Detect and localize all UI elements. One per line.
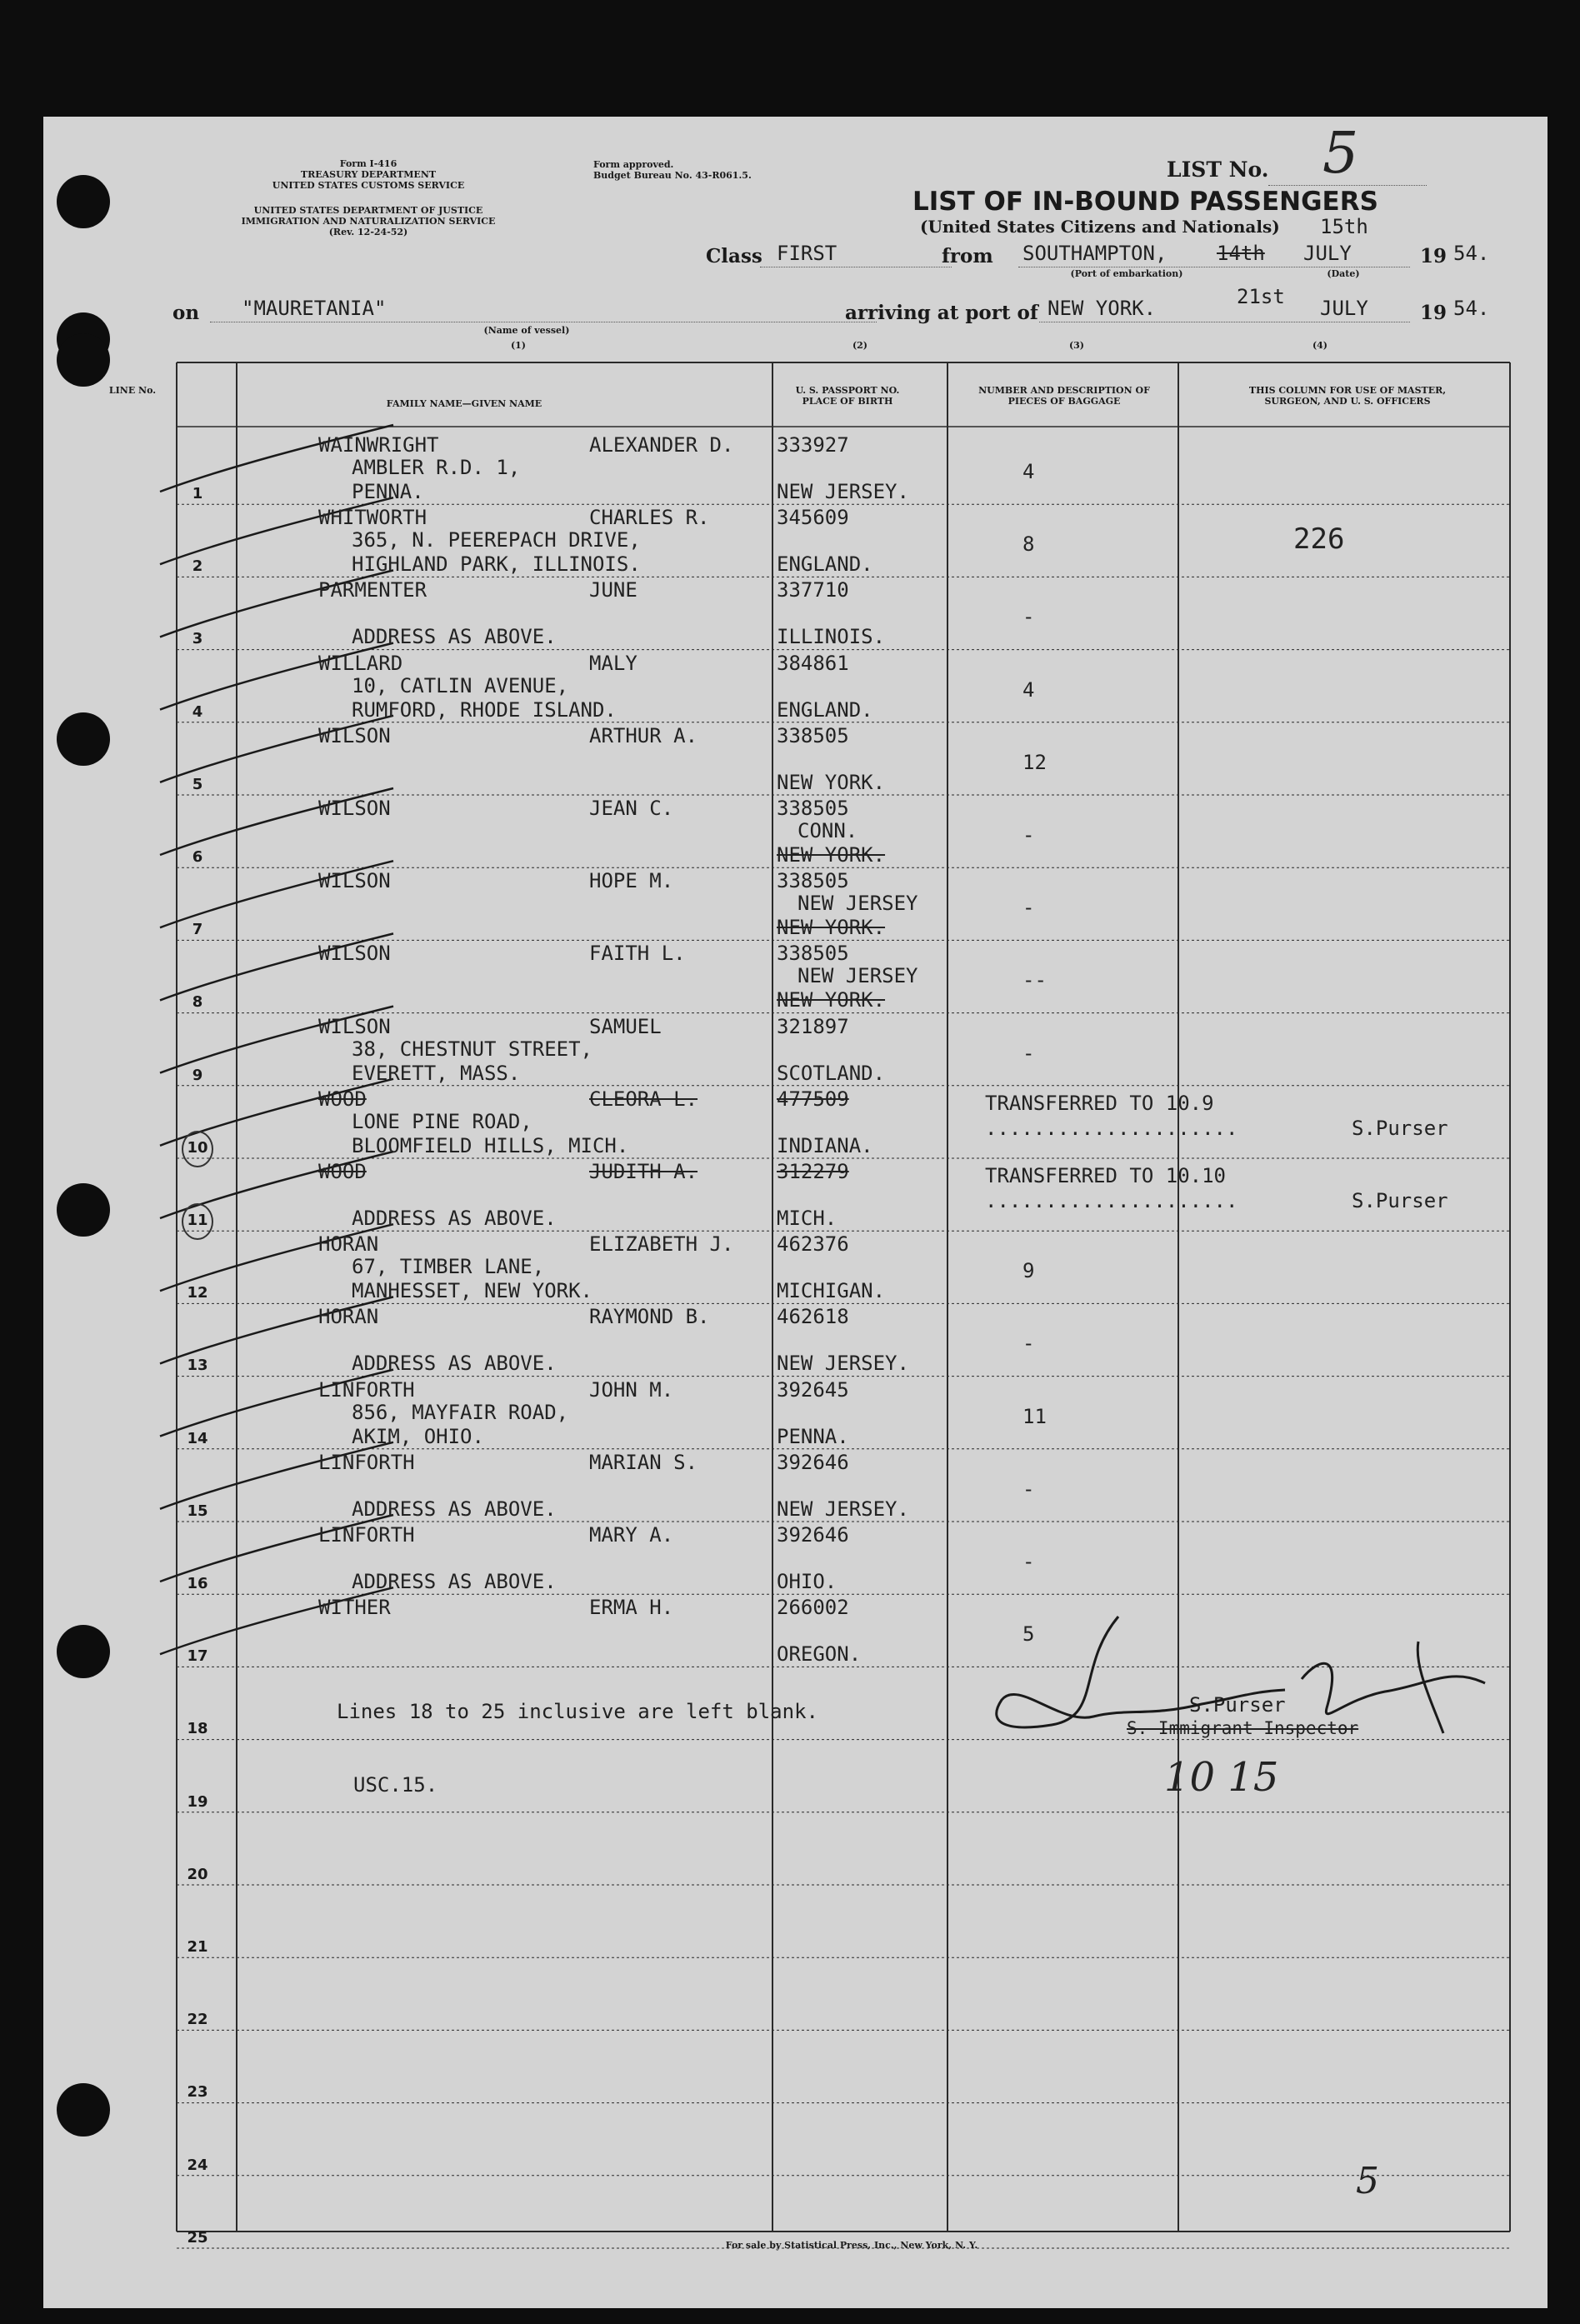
baggage-count: 4 xyxy=(1022,460,1035,483)
signoff-inspector: S. Immigrant Inspector xyxy=(1127,1718,1359,1738)
header-passport: U. S. PASSPORT NO. PLACE OF BIRTH xyxy=(795,385,900,407)
arrival-year-prefix: 19 xyxy=(1420,302,1448,324)
transfer-note: TRANSFERRED TO 10.10 xyxy=(985,1164,1226,1187)
place-of-birth: NEW YORK. xyxy=(777,770,886,794)
line-number: 11 xyxy=(187,1212,208,1229)
form-subtitle: (United States Citizens and Nationals) xyxy=(920,217,1280,237)
place-of-birth: INDIANA. xyxy=(777,1133,873,1157)
vessel-name: "MAURETANIA" xyxy=(242,297,387,320)
place-of-birth: MICH. xyxy=(777,1207,838,1230)
family-name: HORAN xyxy=(318,1305,379,1329)
col3-caption: (3) xyxy=(1068,340,1085,351)
address-line-2: ADDRESS AS ABOVE. xyxy=(352,1207,557,1230)
passport-number: 333927 xyxy=(777,433,849,457)
arrival-year: 54. xyxy=(1453,297,1490,320)
baggage-count: 9 xyxy=(1022,1259,1035,1283)
given-name: JUNE xyxy=(589,578,638,602)
passport-number: 392646 xyxy=(777,1450,849,1474)
given-name: MARY A. xyxy=(589,1523,674,1547)
family-name: WILLARD xyxy=(318,651,403,675)
baggage-count: - xyxy=(1022,605,1035,629)
place-of-birth: NEW YORK. xyxy=(777,988,886,1012)
given-name: JEAN C. xyxy=(589,797,674,820)
address-line-1: 856, MAYFAIR ROAD, xyxy=(352,1400,569,1424)
col2-caption: (2) xyxy=(852,340,868,351)
passport-number: 337710 xyxy=(777,578,849,602)
line-number: 23 xyxy=(187,2083,208,2102)
list-no-label: LIST No. xyxy=(1167,157,1269,182)
baggage-count: 12 xyxy=(1022,750,1047,774)
punch-hole xyxy=(57,2083,110,2137)
place-of-birth: NEW YORK. xyxy=(777,843,886,867)
address-line-1: LONE PINE ROAD, xyxy=(352,1109,532,1133)
form-sheet xyxy=(43,117,1548,2308)
header-officers: THIS COLUMN FOR USE OF MASTER, SURGEON, AND U. S. OFFICERS xyxy=(1248,385,1447,407)
address-line-2: ADDRESS AS ABOVE. xyxy=(352,625,557,649)
address-line-2: AKIM, OHIO. xyxy=(352,1424,484,1448)
family-name: LINFORTH xyxy=(318,1523,415,1547)
dept-treasury: TREASURY DEPARTMENT xyxy=(300,169,437,180)
place-of-birth: ENGLAND. xyxy=(777,697,873,722)
dept-justice: UNITED STATES DEPARTMENT OF JUSTICE xyxy=(253,205,483,216)
family-name: WILSON xyxy=(318,1014,391,1038)
dept-immigration: IMMIGRATION AND NATURALIZATION SERVICE xyxy=(241,216,496,227)
arrival-port: NEW YORK. xyxy=(1048,297,1157,320)
passport-number: 321897 xyxy=(777,1014,849,1038)
given-name: MALY xyxy=(589,651,638,675)
address-line-2: ADDRESS AS ABOVE. xyxy=(352,1352,557,1376)
address-line-1: 365, N. PEEREPACH DRIVE, xyxy=(352,528,641,552)
baggage-count: 8 xyxy=(1022,532,1035,557)
embark-year-prefix: 19 xyxy=(1420,245,1448,267)
address-line-2: ADDRESS AS ABOVE. xyxy=(352,1497,557,1521)
baggage-count: - xyxy=(1022,823,1035,847)
line-number: 18 xyxy=(187,1720,208,1738)
birthplace-corrected: CONN. xyxy=(798,819,858,842)
given-name: ERMA H. xyxy=(589,1596,674,1620)
baggage-count: - xyxy=(1022,1550,1035,1573)
embark-day: 15th xyxy=(1320,215,1368,238)
line-number: 9 xyxy=(192,1066,203,1084)
address-line-2: PENNA. xyxy=(352,480,424,503)
baggage-count: 5 xyxy=(1022,1622,1035,1647)
header-baggage: NUMBER AND DESCRIPTION OF PIECES OF BAGGAGE xyxy=(978,385,1150,407)
family-name: WOOD xyxy=(318,1087,367,1111)
line-number: 3 xyxy=(192,630,203,648)
family-name: WILSON xyxy=(318,723,391,747)
line-number: 6 xyxy=(192,848,203,866)
address-line-2: BLOOMFIELD HILLS, MICH. xyxy=(352,1133,629,1157)
baggage-count: - xyxy=(1022,1332,1035,1356)
family-name: LINFORTH xyxy=(318,1450,415,1474)
line-number: 2 xyxy=(192,557,203,576)
passport-number: 338505 xyxy=(777,723,849,747)
line-number: 25 xyxy=(187,2228,208,2247)
corner-mark: 5 xyxy=(1356,2160,1379,2202)
place-of-birth: NEW JERSEY. xyxy=(777,1497,909,1521)
col4-caption: (4) xyxy=(1312,340,1328,351)
passport-number: 338505 xyxy=(777,797,849,820)
passport-number: 345609 xyxy=(777,506,849,530)
on-label: on xyxy=(172,302,200,324)
embark-year: 54. xyxy=(1453,242,1490,265)
line-number: 24 xyxy=(187,2156,208,2174)
port-embarkation: SOUTHAMPTON, xyxy=(1022,242,1168,265)
dept-customs: UNITED STATES CUSTOMS SERVICE xyxy=(272,180,465,191)
passport-number: 312279 xyxy=(777,1160,849,1183)
class-label: Class xyxy=(706,245,762,267)
family-name: WILSON xyxy=(318,797,391,820)
signoff-purser: S.Purser xyxy=(1189,1693,1286,1717)
passport-number: 338505 xyxy=(777,869,849,893)
line-number: 10 xyxy=(187,1138,208,1157)
passport-number: 338505 xyxy=(777,942,849,966)
family-name: WILSON xyxy=(318,869,391,893)
passport-number: 477509 xyxy=(777,1087,849,1111)
line-number: 12 xyxy=(187,1284,208,1302)
given-name: JOHN M. xyxy=(589,1377,674,1402)
arriving-label: arriving at port of xyxy=(845,302,1038,324)
line-number: 15 xyxy=(187,1502,208,1520)
dotted-leader: ..................... xyxy=(985,1189,1238,1212)
officer-note: 226 xyxy=(1293,522,1345,557)
address-line-2: EVERETT, MASS. xyxy=(352,1061,521,1085)
address-line-2: RUMFORD, RHODE ISLAND. xyxy=(352,697,617,722)
baggage-count: 4 xyxy=(1022,677,1035,702)
line-number: 7 xyxy=(192,921,203,939)
given-name: ELIZABETH J. xyxy=(589,1232,734,1257)
passport-number: 462618 xyxy=(777,1305,849,1329)
line-number: 16 xyxy=(187,1575,208,1592)
arrival-month: JULY xyxy=(1320,297,1368,320)
list-no-value: 5 xyxy=(1322,121,1359,187)
date-caption: (Date) xyxy=(1327,268,1360,279)
line-number: 14 xyxy=(187,1429,208,1447)
usc-note: USC.15. xyxy=(353,1773,438,1797)
line-number-circle xyxy=(182,1203,213,1240)
punch-hole xyxy=(57,333,110,387)
line-number: 1 xyxy=(192,485,203,502)
embark-day-struck: 14th xyxy=(1217,242,1265,265)
place-of-birth: SCOTLAND. xyxy=(777,1061,886,1085)
passport-number: 384861 xyxy=(777,651,849,675)
line-number: 19 xyxy=(187,1792,208,1811)
given-name: ARTHUR A. xyxy=(589,723,698,747)
header-line-no: LINE No. xyxy=(108,385,157,396)
place-of-birth: OHIO. xyxy=(777,1570,838,1593)
given-name: HOPE M. xyxy=(589,869,674,893)
birthplace-corrected: NEW JERSEY xyxy=(798,964,918,988)
given-name: SAMUEL xyxy=(589,1014,662,1038)
place-of-birth: NEW YORK. xyxy=(777,916,886,940)
given-name: ALEXANDER D. xyxy=(589,433,734,457)
family-name: WAINWRIGHT xyxy=(318,433,439,457)
form-title: LIST OF IN-BOUND PASSENGERS xyxy=(912,187,1378,217)
passport-number: 462376 xyxy=(777,1232,849,1257)
punch-hole xyxy=(57,712,110,766)
family-name: HORAN xyxy=(318,1232,379,1257)
family-name: WITHER xyxy=(318,1596,391,1620)
budget-bureau: Budget Bureau No. 43-R061.5. xyxy=(593,170,752,181)
place-of-birth: MICHIGAN. xyxy=(777,1279,886,1303)
baggage-count: 11 xyxy=(1022,1404,1047,1428)
given-name: RAYMOND B. xyxy=(589,1305,710,1329)
given-name: CLEORA L. xyxy=(589,1087,698,1111)
from-label: from xyxy=(942,245,993,267)
family-name: PARMENTER xyxy=(318,578,428,602)
family-name: WILSON xyxy=(318,942,391,966)
given-name: JUDITH A. xyxy=(589,1160,698,1183)
passport-number: 266002 xyxy=(777,1596,849,1620)
header-name: FAMILY NAME—GIVEN NAME xyxy=(386,398,542,409)
punch-hole xyxy=(57,175,110,228)
given-name: FAITH L. xyxy=(589,942,686,966)
footer-printer: For sale by Statistical Press, Inc., New York, N. Y. xyxy=(725,2240,978,2251)
line-number-circle xyxy=(182,1131,213,1167)
baggage-count: - xyxy=(1022,1041,1035,1065)
place-of-birth: ENGLAND. xyxy=(777,552,873,577)
punch-hole xyxy=(57,1625,110,1678)
place-of-birth: OREGON. xyxy=(777,1642,862,1667)
given-name: MARIAN S. xyxy=(589,1450,698,1474)
address-line-2: HIGHLAND PARK, ILLINOIS. xyxy=(352,552,641,577)
passport-number: 392645 xyxy=(777,1377,849,1402)
embark-month: JULY xyxy=(1303,242,1352,265)
punch-hole xyxy=(57,1183,110,1237)
vessel-caption: (Name of vessel) xyxy=(483,325,570,336)
line-number: 5 xyxy=(192,775,203,793)
family-name: LINFORTH xyxy=(318,1377,415,1402)
form-revision: (Rev. 12-24-52) xyxy=(328,227,408,237)
class-value: FIRST xyxy=(777,242,838,265)
port-caption: (Port of embarkation) xyxy=(1070,268,1183,279)
place-of-birth: PENNA. xyxy=(777,1424,849,1448)
officer-note-purser: S.Purser xyxy=(1352,1116,1448,1140)
line-number: 17 xyxy=(187,1647,208,1666)
transfer-note: TRANSFERRED TO 10.9 xyxy=(985,1091,1214,1115)
birthplace-corrected: NEW JERSEY xyxy=(798,892,918,916)
place-of-birth: NEW JERSEY. xyxy=(777,480,909,503)
arrival-day: 21st xyxy=(1237,285,1285,308)
family-name: WHITWORTH xyxy=(318,506,428,530)
line-number: 20 xyxy=(187,1865,208,1883)
family-name: WOOD xyxy=(318,1160,367,1183)
address-line-1: 67, TIMBER LANE, xyxy=(352,1255,545,1279)
line-number: 21 xyxy=(187,1938,208,1956)
place-of-birth: NEW JERSEY. xyxy=(777,1352,909,1376)
line-number: 8 xyxy=(192,993,203,1012)
dotted-leader: ..................... xyxy=(985,1116,1238,1140)
line-number: 22 xyxy=(187,2011,208,2029)
line-number: 4 xyxy=(192,702,203,721)
address-line-2: MANHESSET, NEW YORK. xyxy=(352,1279,592,1303)
address-line-1: 38, CHESTNUT STREET, xyxy=(352,1037,592,1061)
line-number: 13 xyxy=(187,1357,208,1375)
address-line-1: AMBLER R.D. 1, xyxy=(352,456,521,479)
baggage-count: -- xyxy=(1022,968,1047,992)
address-line-2: ADDRESS AS ABOVE. xyxy=(352,1570,557,1593)
purser-signature xyxy=(952,1600,1552,1817)
form-id: Form I-416 xyxy=(339,158,398,169)
passport-number: 392646 xyxy=(777,1523,849,1547)
given-name: CHARLES R. xyxy=(589,506,710,530)
hand-note: 10 15 xyxy=(1164,1754,1279,1801)
baggage-count: - xyxy=(1022,896,1035,920)
list-no-line xyxy=(1268,185,1427,186)
place-of-birth: ILLINOIS. xyxy=(777,625,886,649)
officer-note-purser: S.Purser xyxy=(1352,1189,1448,1212)
col1-caption: (1) xyxy=(510,340,527,351)
baggage-count: - xyxy=(1022,1477,1035,1501)
form-approved: Form approved. xyxy=(593,159,674,170)
address-line-1: 10, CATLIN AVENUE, xyxy=(352,673,569,697)
blank-lines-note: Lines 18 to 25 inclusive are left blank. xyxy=(337,1700,818,1723)
